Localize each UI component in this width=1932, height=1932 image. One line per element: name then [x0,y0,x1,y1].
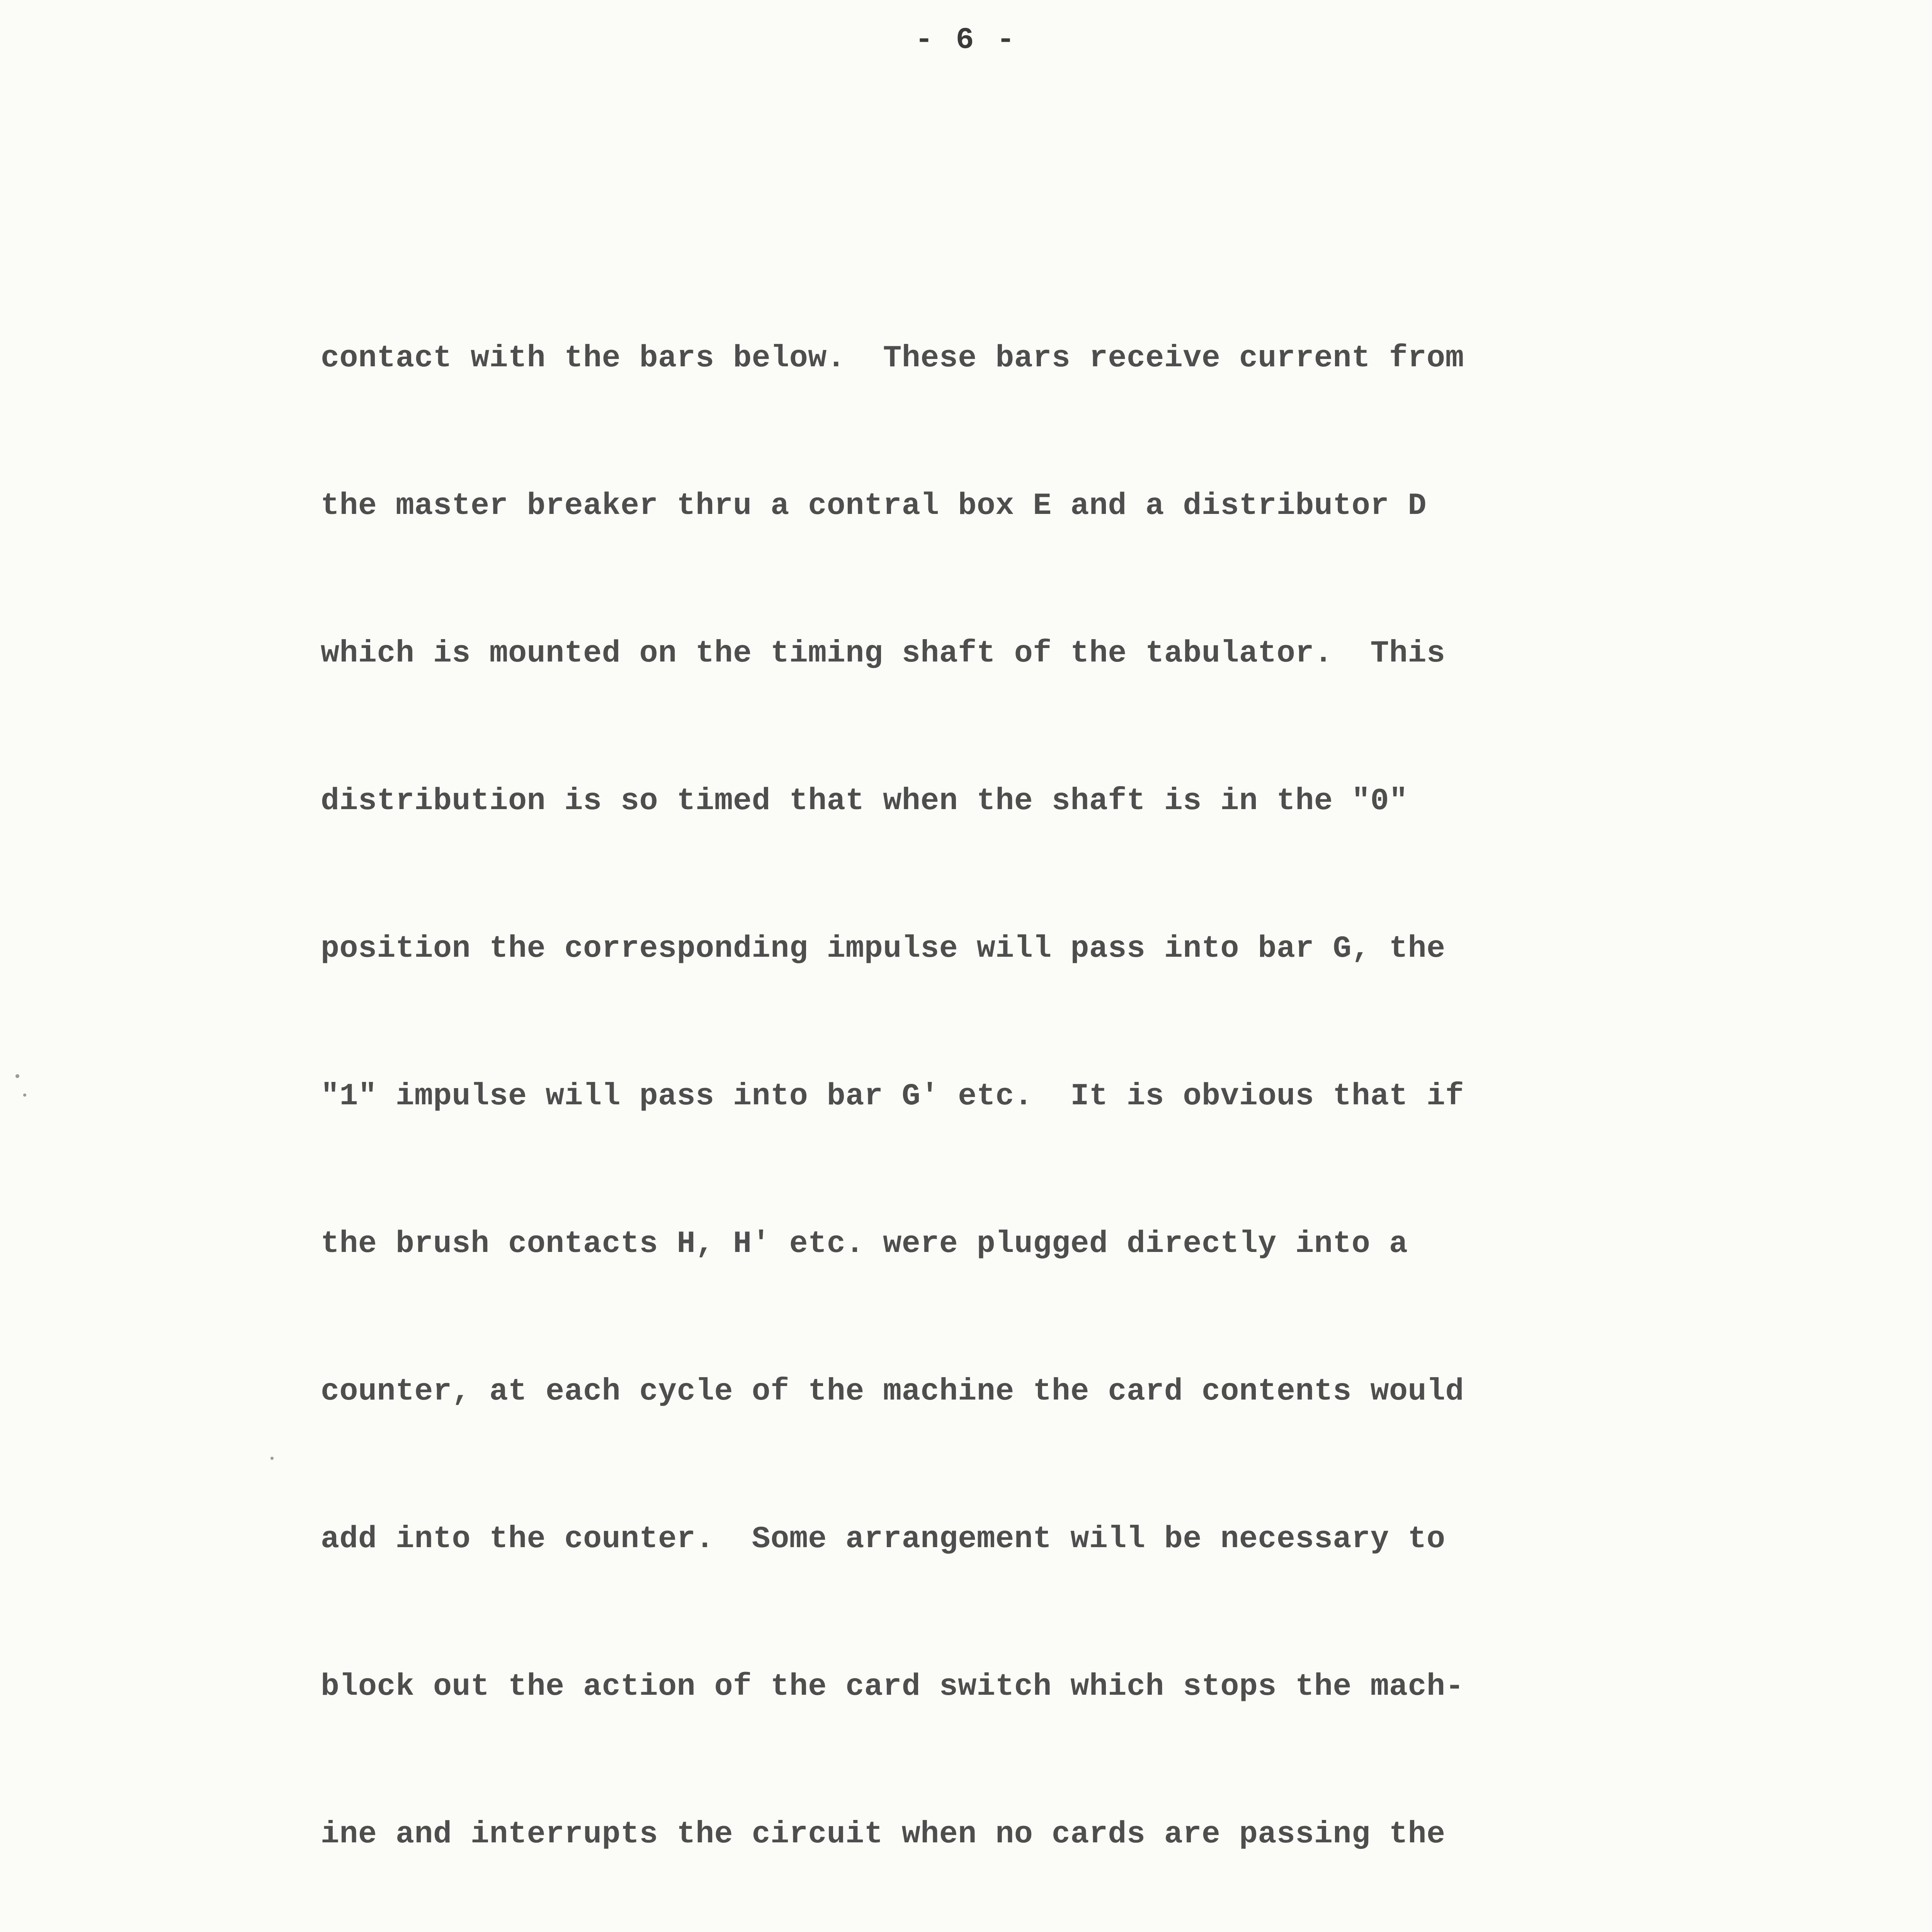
text-line: counter, at each cycle of the machine the card contents would [321,1374,1464,1409]
text-line: the brush contacts H, H' etc. were plugged directly into a [321,1226,1408,1262]
text-line: which is mounted on the timing shaft of the tabulator. This [321,636,1446,671]
document-body [321,214,1789,1932]
text-line: add into the counter. Some arrangement will be necessary to [321,1522,1446,1557]
scan-speck [270,1457,274,1460]
scan-speck [15,1074,19,1078]
text-line: distribution is so timed that when the shaft is in the "0" [321,784,1408,819]
text-line: ine and interrupts the circuit when no cards are passing the [321,1817,1446,1852]
text-line: the master breaker thru a contral box E and a distributor D [321,488,1427,524]
text-line: contact with the bars below. These bars receive current from [321,341,1464,376]
page-number: - 6 - [915,23,1017,57]
paper-edge-shadow [1928,0,1932,1932]
text-line: block out the action of the card switch which stops the mach- [321,1669,1464,1704]
text-line: "1" impulse will pass into bar G' etc. It is obvious that if [321,1079,1464,1114]
scan-speck [23,1094,26,1097]
text-line: position the corresponding impulse will pass into bar G, the [321,931,1446,966]
